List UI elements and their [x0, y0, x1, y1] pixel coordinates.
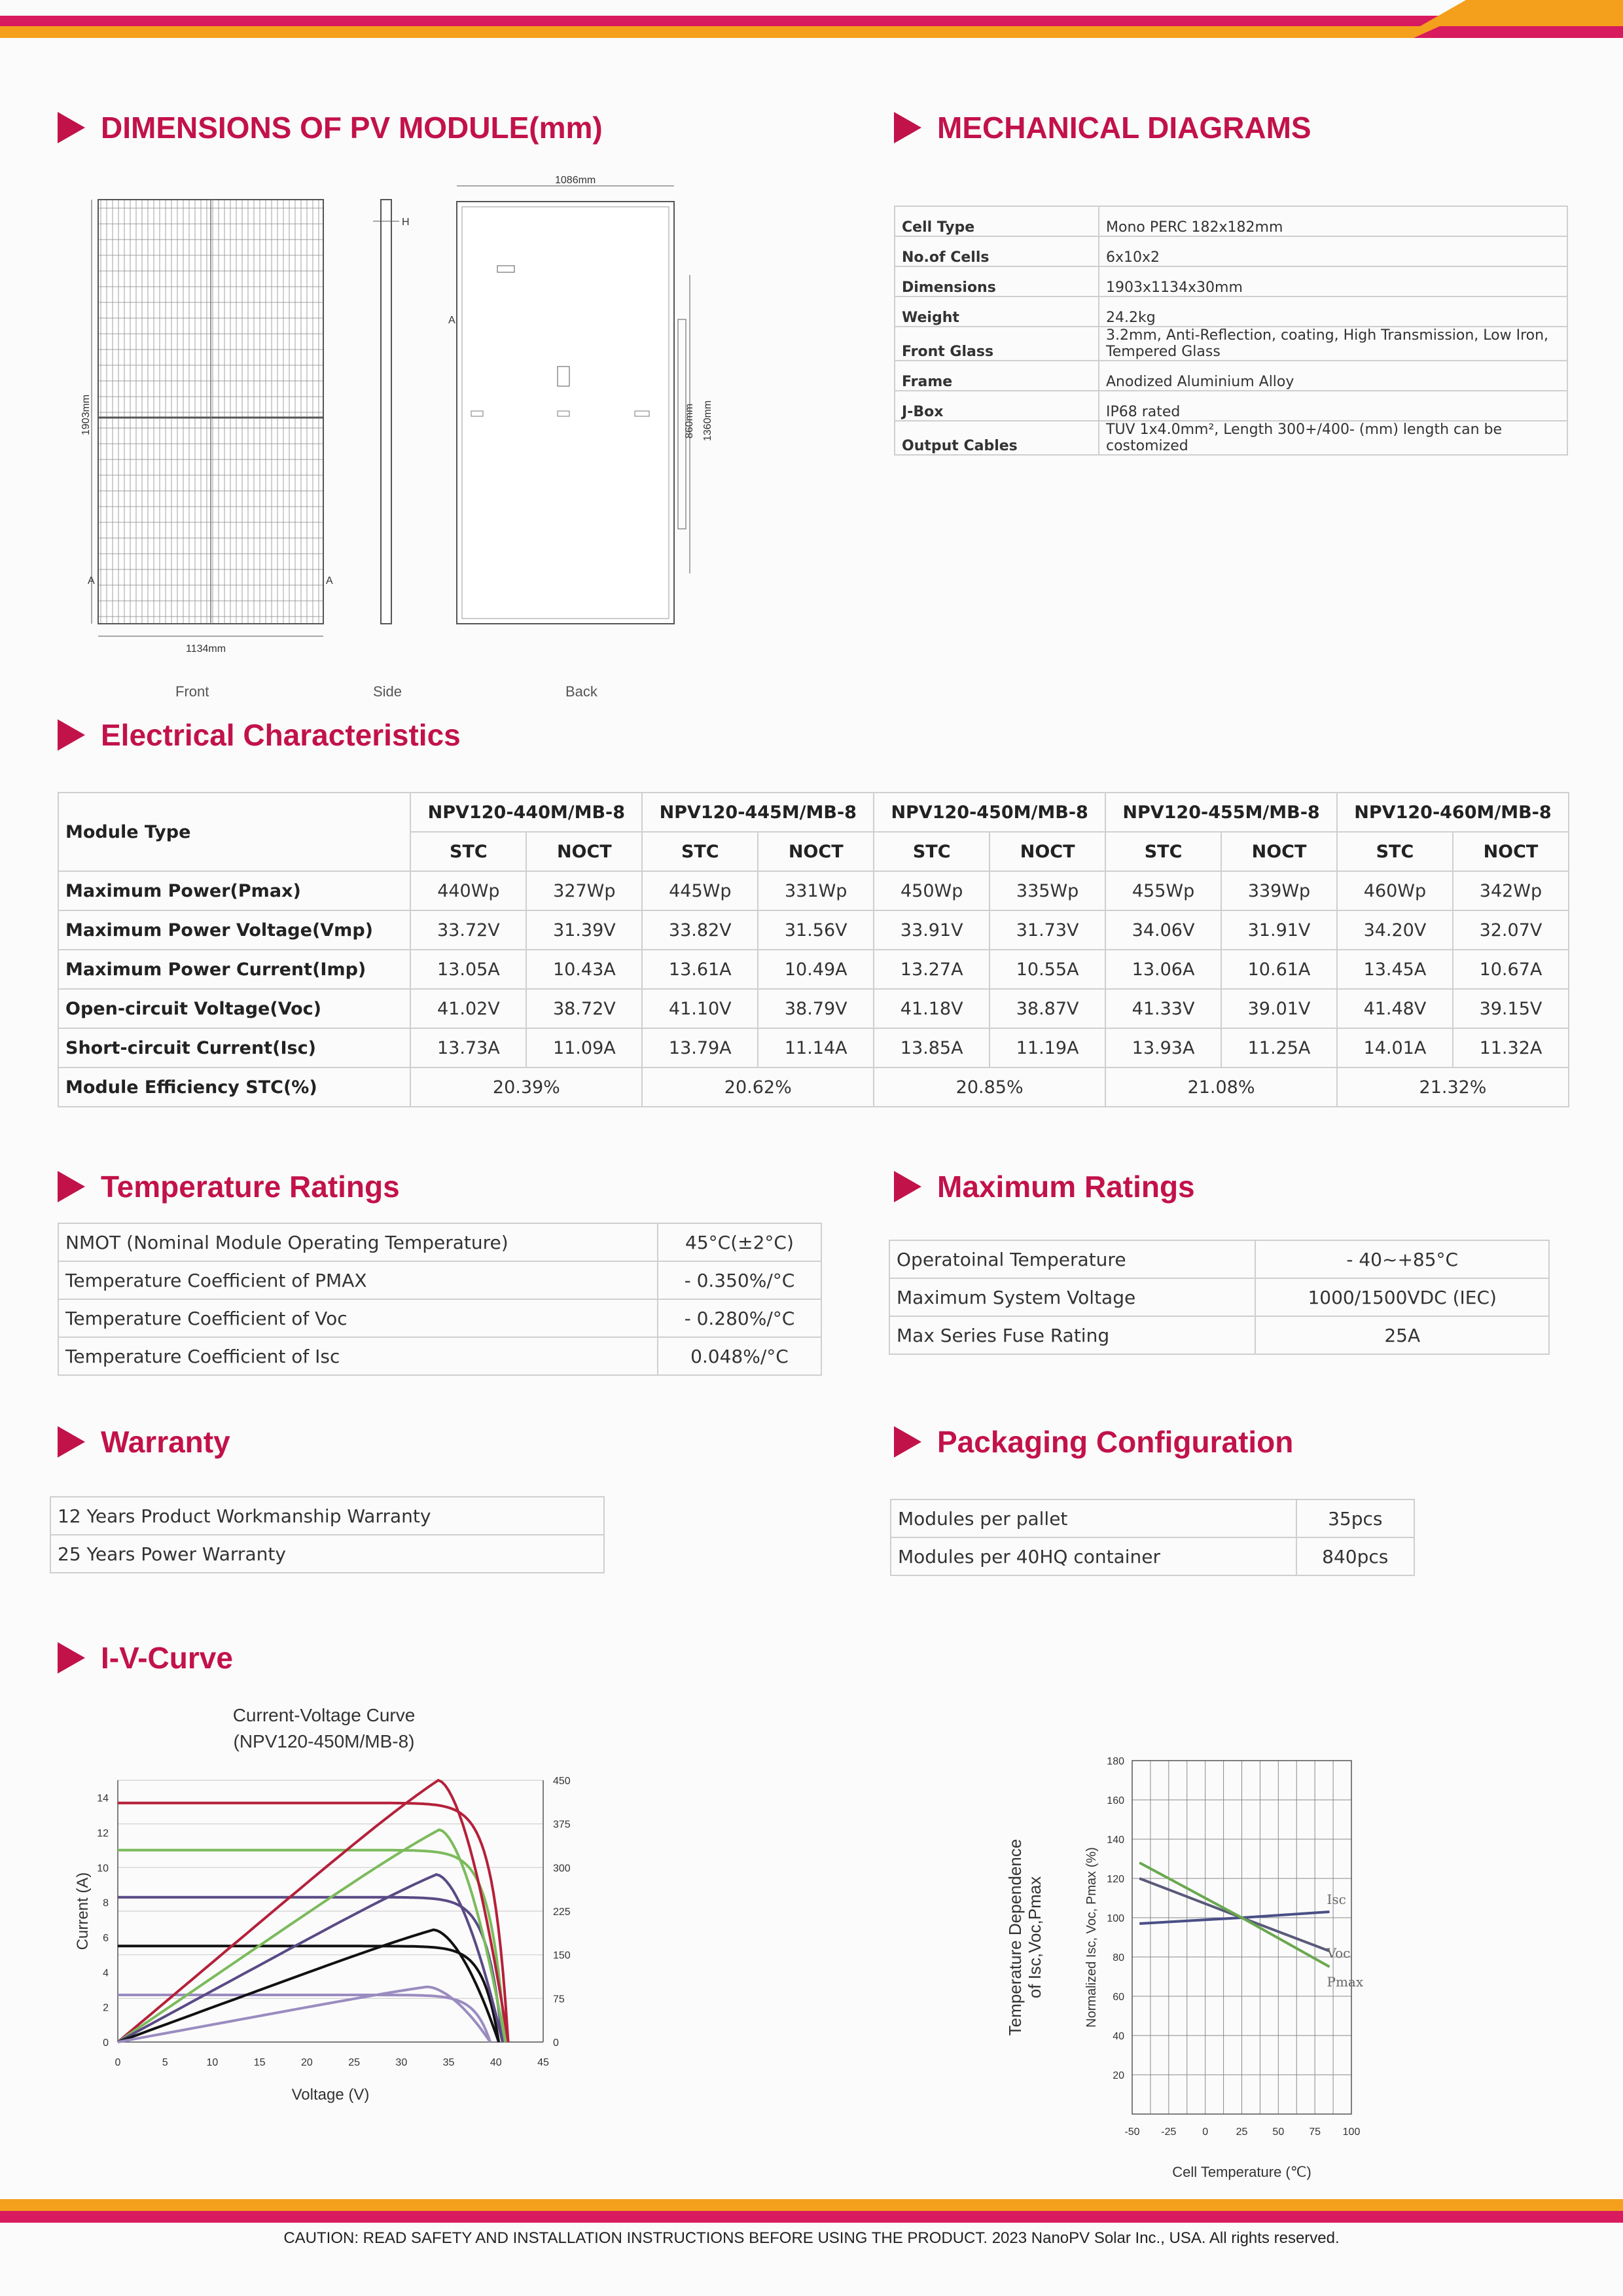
- x-tick: 5: [162, 2057, 168, 2068]
- warranty-item: 12 Years Product Workmanship Warranty: [50, 1497, 604, 1535]
- spec-value: Anodized Aluminium Alloy: [1099, 361, 1567, 391]
- mechanical-row: [895, 296, 1567, 327]
- spec-label: Frame: [895, 361, 1099, 391]
- parameter-label: Open-circuit Voltage(Voc): [58, 989, 410, 1028]
- temperature-row: [58, 1299, 821, 1337]
- efficiency-value: 20.85%: [874, 1067, 1105, 1107]
- triangle-icon: [894, 112, 921, 143]
- parameter-value: 13.05A: [410, 950, 526, 989]
- warranty-item: 25 Years Power Warranty: [50, 1535, 604, 1573]
- module-drawing: [65, 177, 720, 707]
- y-tick: 0: [103, 2037, 109, 2049]
- parameter-value: 31.91V: [1221, 910, 1337, 950]
- x-tick: 30: [395, 2057, 408, 2068]
- chart-title-line1: Temperature Dependence: [1005, 1839, 1025, 2036]
- mechanical-row: [895, 361, 1567, 391]
- mount-1360-dim: 1360mm: [702, 400, 713, 441]
- parameter-value: 31.56V: [758, 910, 874, 950]
- warranty-table: [50, 1496, 605, 1573]
- svg-text:A: A: [326, 575, 333, 586]
- electrical-row: [58, 989, 1569, 1028]
- top-banner: [0, 0, 1623, 46]
- mechanical-row: [895, 206, 1567, 236]
- triangle-icon: [894, 1171, 921, 1202]
- parameter-value: 10.61A: [1221, 950, 1337, 989]
- spec-value: TUV 1x4.0mm², Length 300+/400- (mm) length can be costomized: [1099, 421, 1567, 455]
- y2-tick: 450: [553, 1776, 571, 1787]
- parameter-value: 41.48V: [1337, 989, 1453, 1028]
- parameter-value: 11.32A: [1453, 1028, 1569, 1067]
- module-type-label: Module Type: [58, 793, 410, 871]
- spec-value: IP68 rated: [1099, 391, 1567, 421]
- model-name: NPV120-440M/MB-8: [410, 793, 642, 832]
- model-name: NPV120-455M/MB-8: [1105, 793, 1337, 832]
- svg-text:A: A: [448, 315, 455, 326]
- rating-value: 25A: [1255, 1316, 1549, 1354]
- rating-label: Modules per 40HQ container: [891, 1537, 1296, 1575]
- stc-header: STC: [642, 832, 758, 871]
- parameter-value: 14.01A: [1337, 1028, 1453, 1067]
- electrical-row: [58, 950, 1569, 989]
- mechanical-row: [895, 236, 1567, 266]
- parameter-value: 38.72V: [526, 989, 642, 1028]
- chart-title-line2: of Isc,Voc,Pmax: [1025, 1876, 1044, 1999]
- y-axis-label: Current (A): [74, 1872, 92, 1950]
- parameter-value: 327Wp: [526, 871, 642, 910]
- y-tick: 180: [1107, 1756, 1124, 1767]
- back-view: [448, 175, 713, 624]
- temperature-row: [58, 1337, 821, 1375]
- spec-label: Dimensions: [895, 266, 1099, 296]
- stc-header: STC: [1105, 832, 1221, 871]
- mechanical-row: [895, 421, 1567, 455]
- y-tick: 14: [97, 1793, 109, 1804]
- electrical-row: [58, 1028, 1569, 1067]
- spec-label: Output Cables: [895, 421, 1099, 455]
- parameter-value: 335Wp: [990, 871, 1105, 910]
- y-tick: 2: [103, 2002, 109, 2014]
- noct-header: NOCT: [758, 832, 874, 871]
- parameter-value: 31.73V: [990, 910, 1105, 950]
- x-tick: 20: [300, 2057, 313, 2068]
- x-tick: 75: [1309, 2126, 1321, 2138]
- noct-header: NOCT: [1221, 832, 1337, 871]
- rating-label: Operatoinal Temperature: [889, 1240, 1255, 1278]
- electrical-table: [58, 792, 1569, 1107]
- model-name: NPV120-460M/MB-8: [1337, 793, 1569, 832]
- parameter-value: 13.45A: [1337, 950, 1453, 989]
- parameter-value: 41.10V: [642, 989, 758, 1028]
- rating-value: 45°C(±2°C): [658, 1223, 821, 1261]
- y-tick: 40: [1113, 2031, 1124, 2042]
- parameter-value: 11.14A: [758, 1028, 874, 1067]
- dimensions-title: DIMENSIONS OF PV MODULE(mm): [58, 110, 603, 145]
- triangle-icon: [58, 719, 85, 751]
- rating-value: 0.048%/°C: [658, 1337, 821, 1375]
- triangle-icon: [58, 1426, 85, 1458]
- packaging-row: [891, 1499, 1414, 1537]
- efficiency-value: 20.39%: [410, 1067, 642, 1107]
- spec-label: Cell Type: [895, 206, 1099, 236]
- x-tick: 35: [442, 2057, 455, 2068]
- parameter-value: 440Wp: [410, 871, 526, 910]
- y-tick: 160: [1107, 1795, 1124, 1806]
- mechanical-row: [895, 327, 1567, 361]
- chart-title: Current-Voltage Curve: [232, 1705, 416, 1725]
- y-tick: 80: [1113, 1952, 1124, 1964]
- parameter-value: 33.72V: [410, 910, 526, 950]
- warranty-title: Warranty: [58, 1424, 230, 1460]
- rating-value: 840pcs: [1296, 1537, 1414, 1575]
- parameter-value: 33.91V: [874, 910, 990, 950]
- mechanical-row: [895, 391, 1567, 421]
- maximum-row: [889, 1316, 1549, 1354]
- efficiency-row: [58, 1067, 1569, 1107]
- stc-header: STC: [410, 832, 526, 871]
- parameter-value: 34.06V: [1105, 910, 1221, 950]
- triangle-icon: [58, 112, 85, 143]
- front-caption: Front: [175, 683, 209, 700]
- x-tick: -25: [1161, 2126, 1177, 2138]
- rating-value: - 0.350%/°C: [658, 1261, 821, 1299]
- width-bottom-dim: 1134mm: [186, 643, 226, 655]
- parameter-value: 455Wp: [1105, 871, 1221, 910]
- parameter-value: 31.39V: [526, 910, 642, 950]
- x-tick: 45: [537, 2057, 549, 2068]
- model-header-row: [58, 793, 1569, 832]
- y2-tick: 75: [553, 1994, 565, 2005]
- parameter-value: 11.25A: [1221, 1028, 1337, 1067]
- x-tick: 25: [348, 2057, 361, 2068]
- noct-header: NOCT: [1453, 832, 1569, 871]
- y-tick: 10: [97, 1863, 109, 1874]
- noct-header: NOCT: [526, 832, 642, 871]
- rating-label: Modules per pallet: [891, 1499, 1296, 1537]
- parameter-value: 445Wp: [642, 871, 758, 910]
- x-tick: 0: [115, 2057, 121, 2068]
- y-axis-label: Normalized Isc, Voc, Pmax (%): [1084, 1847, 1099, 2028]
- svg-text:A: A: [88, 575, 95, 586]
- parameter-value: 342Wp: [1453, 871, 1569, 910]
- y-tick: 6: [103, 1933, 109, 1944]
- spec-value: 6x10x2: [1099, 236, 1567, 266]
- x-axis-label: Voltage (V): [291, 2086, 370, 2104]
- back-caption: Back: [565, 683, 597, 700]
- y2-tick: 225: [553, 1907, 571, 1918]
- triangle-icon: [58, 1642, 85, 1674]
- x-axis-label: Cell Temperature (℃): [1172, 2164, 1311, 2180]
- triangle-icon: [58, 1171, 85, 1202]
- parameter-value: 450Wp: [874, 871, 990, 910]
- iv-chart: [59, 1695, 596, 2114]
- width-top-dim: 1086mm: [555, 175, 596, 186]
- side-caption: Side: [373, 683, 402, 700]
- x-tick: 10: [206, 2057, 219, 2068]
- temperature-row: [58, 1261, 821, 1299]
- parameter-value: 32.07V: [1453, 910, 1569, 950]
- packaging-row: [891, 1537, 1414, 1575]
- maximum-title: Maximum Ratings: [894, 1169, 1195, 1204]
- stc-header: STC: [1337, 832, 1453, 871]
- parameter-value: 41.33V: [1105, 989, 1221, 1028]
- spec-value: Mono PERC 182x182mm: [1099, 206, 1567, 236]
- rating-label: Temperature Coefficient of Voc: [58, 1299, 658, 1337]
- parameter-value: 10.49A: [758, 950, 874, 989]
- series-label: Isc: [1327, 1892, 1346, 1907]
- rating-label: Temperature Coefficient of PMAX: [58, 1261, 658, 1299]
- spec-label: No.of Cells: [895, 236, 1099, 266]
- efficiency-value: 20.62%: [642, 1067, 874, 1107]
- parameter-value: 460Wp: [1337, 871, 1453, 910]
- svg-text:H: H: [402, 217, 410, 228]
- electrical-title: Electrical Characteristics: [58, 717, 461, 753]
- efficiency-value: 21.08%: [1105, 1067, 1337, 1107]
- parameter-value: 11.19A: [990, 1028, 1105, 1067]
- mount-860-dim: 860mm: [684, 403, 695, 439]
- parameter-value: 10.55A: [990, 950, 1105, 989]
- y-tick: 8: [103, 1897, 109, 1909]
- maximum-row: [889, 1240, 1549, 1278]
- mechanical-row: [895, 266, 1567, 296]
- bottom-banner: [0, 2193, 1623, 2232]
- parameter-value: 331Wp: [758, 871, 874, 910]
- efficiency-value: 21.32%: [1337, 1067, 1569, 1107]
- efficiency-label: Module Efficiency STC(%): [58, 1067, 410, 1107]
- temperature-row: [58, 1223, 821, 1261]
- y-tick: 12: [97, 1828, 109, 1839]
- rating-label: Maximum System Voltage: [889, 1278, 1255, 1316]
- spec-value: 1903x1134x30mm: [1099, 266, 1567, 296]
- noct-header: NOCT: [990, 832, 1105, 871]
- front-view: [80, 200, 333, 655]
- series-label: Voc: [1327, 1945, 1351, 1961]
- parameter-label: Maximum Power(Pmax): [58, 871, 410, 910]
- rating-label: NMOT (Nominal Module Operating Temperature): [58, 1223, 658, 1261]
- temperature-chart: [1001, 1748, 1420, 2180]
- parameter-value: 13.06A: [1105, 950, 1221, 989]
- parameter-value: 13.61A: [642, 950, 758, 989]
- y-tick: 120: [1107, 1874, 1124, 1885]
- temperature-title: Temperature Ratings: [58, 1169, 400, 1204]
- parameter-value: 13.93A: [1105, 1028, 1221, 1067]
- y-tick: 60: [1113, 1992, 1124, 2003]
- triangle-icon: [894, 1426, 921, 1458]
- spec-label: J-Box: [895, 391, 1099, 421]
- parameter-value: 33.82V: [642, 910, 758, 950]
- y-tick: 20: [1113, 2070, 1124, 2081]
- rating-label: Max Series Fuse Rating: [889, 1316, 1255, 1354]
- x-tick: 50: [1272, 2126, 1285, 2138]
- parameter-value: 13.85A: [874, 1028, 990, 1067]
- packaging-title: Packaging Configuration: [894, 1424, 1293, 1460]
- spec-value: 24.2kg: [1099, 296, 1567, 327]
- packaging-table: [890, 1499, 1415, 1576]
- rating-value: 1000/1500VDC (IEC): [1255, 1278, 1549, 1316]
- parameter-value: 41.18V: [874, 989, 990, 1028]
- y-tick: 4: [103, 1967, 109, 1979]
- electrical-row: [58, 910, 1569, 950]
- parameter-value: 13.79A: [642, 1028, 758, 1067]
- parameter-value: 339Wp: [1221, 871, 1337, 910]
- x-tick: 15: [253, 2057, 266, 2068]
- warranty-row: [50, 1497, 604, 1535]
- rating-value: 35pcs: [1296, 1499, 1414, 1537]
- iv-curve-4: [118, 1995, 490, 2042]
- x-tick: 40: [490, 2057, 502, 2068]
- series-label: Pmax: [1327, 1974, 1364, 1990]
- y2-tick: 300: [553, 1863, 571, 1874]
- parameter-label: Maximum Power Voltage(Vmp): [58, 910, 410, 950]
- maximum-row: [889, 1278, 1549, 1316]
- mechanical-table: [894, 206, 1568, 456]
- mechanical-title: MECHANICAL DIAGRAMS: [894, 110, 1311, 145]
- y-tick: 100: [1107, 1913, 1124, 1924]
- iv-title: I-V-Curve: [58, 1640, 233, 1676]
- parameter-value: 13.73A: [410, 1028, 526, 1067]
- height-dim: 1903mm: [80, 394, 92, 435]
- rating-label: Temperature Coefficient of Isc: [58, 1337, 658, 1375]
- parameter-value: 41.02V: [410, 989, 526, 1028]
- parameter-value: 38.79V: [758, 989, 874, 1028]
- maximum-table: [889, 1240, 1550, 1355]
- rating-value: - 0.280%/°C: [658, 1299, 821, 1337]
- x-tick: 0: [1202, 2126, 1209, 2138]
- chart-subtitle: (NPV120-450M/MB-8): [233, 1731, 415, 1751]
- y2-tick: 375: [553, 1819, 571, 1831]
- parameter-label: Maximum Power Current(Imp): [58, 950, 410, 989]
- x-tick: 25: [1236, 2126, 1248, 2138]
- side-view: [373, 200, 410, 624]
- parameter-value: 13.27A: [874, 950, 990, 989]
- parameter-value: 11.09A: [526, 1028, 642, 1067]
- spec-label: Front Glass: [895, 327, 1099, 361]
- x-tick: 100: [1342, 2126, 1361, 2138]
- stc-header: STC: [874, 832, 990, 871]
- parameter-value: 38.87V: [990, 989, 1105, 1028]
- parameter-label: Short-circuit Current(Isc): [58, 1028, 410, 1067]
- x-tick: -50: [1124, 2126, 1140, 2138]
- model-name: NPV120-445M/MB-8: [642, 793, 874, 832]
- parameter-value: 34.20V: [1337, 910, 1453, 950]
- footer-caution: CAUTION: READ SAFETY AND INSTALLATION INSTRUCTIONS BEFORE USING THE PRODUCT. 2023 NanoPV Solar Inc., USA. All rights reserved.: [283, 2229, 1340, 2247]
- y2-tick: 150: [553, 1950, 571, 1962]
- y-tick: 140: [1107, 1835, 1124, 1846]
- y2-tick: 0: [553, 2037, 559, 2049]
- rating-value: - 40~+85°C: [1255, 1240, 1549, 1278]
- temperature-table: [58, 1223, 822, 1376]
- electrical-row: [58, 871, 1569, 910]
- spec-label: Weight: [895, 296, 1099, 327]
- model-name: NPV120-450M/MB-8: [874, 793, 1105, 832]
- warranty-row: [50, 1535, 604, 1573]
- spec-value: 3.2mm, Anti-Reflection, coating, High Transmission, Low Iron, Tempered Glass: [1099, 327, 1567, 361]
- parameter-value: 39.15V: [1453, 989, 1569, 1028]
- parameter-value: 39.01V: [1221, 989, 1337, 1028]
- parameter-value: 10.67A: [1453, 950, 1569, 989]
- parameter-value: 10.43A: [526, 950, 642, 989]
